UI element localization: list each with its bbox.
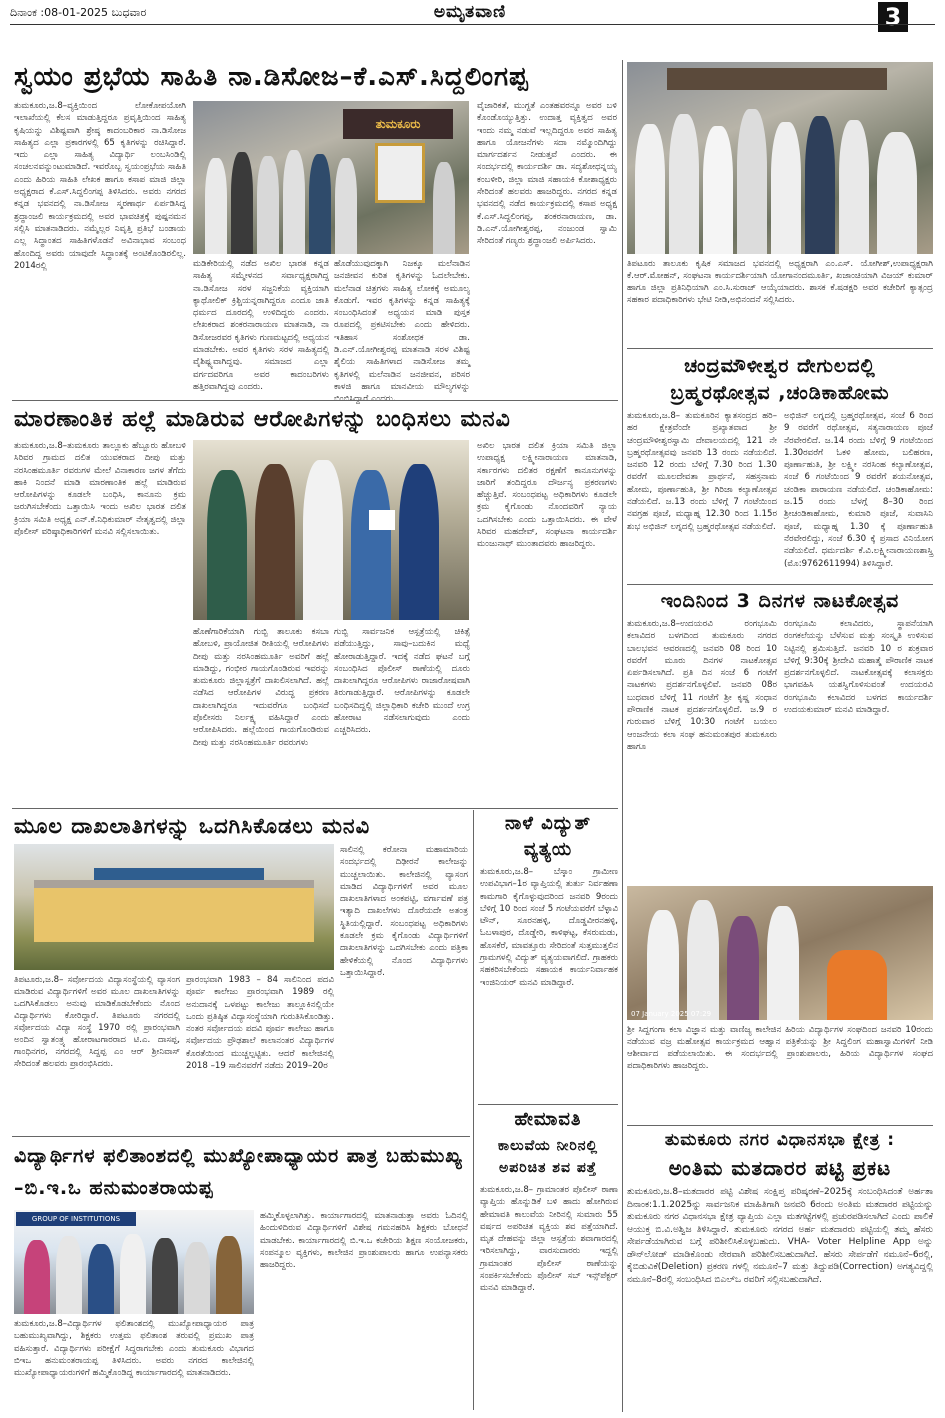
story2-photo <box>193 440 469 620</box>
right2-headline-line1: ಚಂದ್ರಮೌಳೀಶ್ವರ ದೇಗುಲದಲ್ಲಿ <box>684 355 876 377</box>
photo-timestamp: 07 January 2025 07:29 <box>631 1010 712 1018</box>
page-number: 3 <box>878 2 908 32</box>
right1-photo <box>627 62 933 254</box>
school-building <box>34 880 314 942</box>
center-body: ತುಮಕೂರು,ಜ.8– ಬೆಸ್ಕಾಂ ಗ್ರಾಮೀಣ ಉಪವಿಭಾಗ–1ರ ವ್ಯಾಪ್ತಿಯಲ್ಲಿ ತುರ್ತು ನಿರ್ವಹಣಾ ಕಾಮಗಾರಿ ಕೈಗೊಳ್ಳುವುದರಿಂದ ಜನವರಿ 9ರಂದು ಬೆಳಿಗ್ಗೆ 10 ರಿಂದ ಸಂಜೆ 5 ಗಂಟೆಯವರೆಗೆ ಬೆಳ್ಳಾವಿ ಟೌನ್, ಸೂರನಹಳ್ಳಿ, ದೊಡ್ಡವೀರನಹಳ್ಳಿ, ಓಬಳಾಪುರ, ದೊಡ್ಡೇರಿ, ಕಾಳಿಘಟ್ಟ, ಕೆಸರುಮಡು, ಹೊಸಕೆರೆ, ಮಾವತ್ತೂರು ಸೇರಿದಂತೆ ಸುತ್ತಮುತ್ತಲಿನ ಗ್ರಾಮಗಳಲ್ಲಿ ವಿದ್ಯುತ್ ವ್ಯತ್ಯಯವಾಗಲಿದೆ. ಗ್ರಾಹಕರು ಸಹಕರಿಸಬೇಕೆಂದು ಸಹಾಯಕ ಕಾರ್ಯನಿರ್ವಾಹಕ ಇಂಜಿನಿಯರ್ ಮನವಿ ಮಾಡಿದ್ದಾರೆ. <box>480 867 618 988</box>
story2-headline: ಮಾರಣಾಂತಿಕ ಹಲ್ಲೆ ಮಾಡಿರುವ ಆರೋಪಿಗಳನ್ನು ಬಂಧಿಸಲು ಮನವಿ <box>14 407 511 432</box>
right5-headline-line2: ಅಂತಿಮ ಮತದಾರರ ಪಟ್ಟಿ ಪ್ರಕಟ <box>668 1156 892 1180</box>
story1-headline: ಸ್ವಯಂ ಪ್ರಭೆಯ ಸಾಹಿತಿ ನಾ.ಡಿಸೋಜ–ಕೆ.ಎಸ್.ಸಿದ್ದಲಿಂಗಪ್ಪ <box>14 62 529 92</box>
story2-col3: ಗುಬ್ಬಿ ಸಾರ್ವಜನಿಕ ಆಸ್ಪತ್ರೆಯಲ್ಲಿ ಚಿಕಿತ್ಸೆ ಪಡೆಯುತ್ತಿದ್ದು, ಸಾವು–ಬದುಕಿನ ಮಧ್ಯೆ ಹೋರಾಡುತ್ತಿದ್ದಾರೆ. ಇದಕ್ಕೆ ನಡೆದ ಘಟನೆ ಬಗ್ಗೆ ಸಂಬಂಧಿಸಿದ ಪೊಲೀಸ್ ಠಾಣೆಯಲ್ಲಿ ದೂರು ದಾಖಲಾಗಿದ್ದರೂ ಆರೋಪಿಗಳು ರಾಜಾರೋಷವಾಗಿ ತಿರುಗಾಡುತ್ತಿದ್ದಾರೆ. ಆರೋಪಿಗಳನ್ನು ಕೂಡಲೇ ಬಂಧಿಸದಿದ್ದಲ್ಲಿ ಜಿಲ್ಲಾಧಿಕಾರಿ ಕಚೇರಿ ಮುಂದೆ ಉಗ್ರ ಹೋರಾಟ ನಡೆಸಲಾಗುವುದು ಎಂದು ಎಚ್ಚರಿಸಿದರು. <box>334 627 470 736</box>
right4-photo <box>627 886 933 1020</box>
story1-photo <box>193 101 469 254</box>
hemavathi-headline-line2: ಅಪರಿಚಿತ ಶವ ಪತ್ತೆ <box>499 1160 597 1176</box>
column-rule <box>473 810 474 1410</box>
story4-headline: ವಿದ್ಯಾರ್ಥಿಗಳ ಫಲಿತಾಂಶದಲ್ಲಿ ಮುಖ್ಯೋಪಾಧ್ಯಾಯರ ಪಾತ್ರ ಬಹುಮುಖ್ಯ –ಬಿ.ಇ.ಒ ಹನುಮಂತರಾಯಪ್ಪ <box>14 1145 463 1199</box>
hemavathi-kicker: ಹೇಮಾವತಿ <box>514 1109 582 1130</box>
right4-caption: ಶ್ರೀ ಸಿದ್ದಗಂಗಾ ಕಲಾ ವಿಜ್ಞಾನ ಮತ್ತು ವಾಣಿಜ್ಯ ಕಾಲೇಜಿನ ಹಿರಿಯ ವಿದ್ಯಾರ್ಥಿಗಳ ಸಂಘದಿಂದ ಜನವರಿ 10ರಂದು ನಡೆಯುವ ವಜ್ರ ಮಹೋತ್ಸವ ಕಾರ್ಯಕ್ರಮದ ಆಹ್ವಾನ ಪತ್ರಿಕೆಯನ್ನು ಶ್ರೀ ಸಿದ್ದಲಿಂಗ ಮಹಾಸ್ವಾಮಿಗಳಿಗೆ ನೀಡಿ ಆಶೀರ್ವಾದ ಪಡೆಯಲಾಯಿತು. ಈ ಸಂದರ್ಭದಲ್ಲಿ ಪ್ರಾಂಶುಪಾಲರು, ಹಿರಿಯ ವಿದ್ಯಾರ್ಥಿಗಳ ಸಂಘದ ಪದಾಧಿಕಾರಿಗಳು ಹಾಜರಿದ್ದರು. <box>627 1025 933 1071</box>
right5-body: ತುಮಕೂರು,ಜ.8–ಮತದಾರರ ಪಟ್ಟಿ ವಿಶೇಷ ಸಂಕ್ಷಿಪ್ತ ಪರಿಷ್ಕರಣೆ–2025ಕ್ಕೆ ಸಂಬಂಧಿಸಿದಂತೆ ಅರ್ಹತಾ ದಿನಾಂಕ:1.1.2025ನ್ನು ಸಾರ್ವಜನಿಕ ಮಾಹಿತಿಗಾಗಿ ಜನವರಿ 6ರಂದು ಅಂತಿಮ ಮತದಾರರ ಪಟ್ಟಿಯನ್ನು ತುಮಕೂರು ನಗರ ವಿಧಾನಸಭಾ ಕ್ಷೇತ್ರ ವ್ಯಾಪ್ತಿಯ ಎಲ್ಲಾ ಮತಗಟ್ಟೆಗಳಲ್ಲಿ ಪ್ರಚುರಪಡಿಸಲಾಗಿದೆ ಎಂದು ಪಾಲಿಕೆ ಆಯುಕ್ತ ಬಿ.ವಿ.ಅಶ್ವಿಜ ತಿಳಿಸಿದ್ದಾರೆ. ತುಮಕೂರು ನಗರದ ಅರ್ಹ ಮತದಾರರು ಪಟ್ಟಿಯಲ್ಲಿ ತಮ್ಮ ಹೆಸರು ಸೇರ್ಪಡೆಯಾಗಿರುವ ಬಗ್ಗೆ ಪರಿಶೀಲಿಸಿಕೊಳ್ಳಬಹುದು. VHA- Voter Helpline App ಅನ್ನು ಡೌನ್‌ಲೋಡ್ ಮಾಡಿಕೊಂಡು ನೇರವಾಗಿ ಪರಿಶೀಲಿಸಬಹುದಾಗಿದೆ. ಹೆಸರು ಸೇರ್ಪಡೆಗೆ ನಮೂನೆ–6ರಲ್ಲಿ, ಕೈಬಿಡುವಿಕೆ(Deletion) ಪ್ರಕರಣ ಗಳಲ್ಲಿ ನಮೂನೆ–7 ಮತ್ತು ತಿದ್ದುಪಡಿ(Correction) ಅಗತ್ಯವಿದ್ದಲ್ಲಿ ನಮೂನೆ–8ರಲ್ಲಿ ಸಂಬಂಧಿಸಿದ ಬಿಎಲ್‌ಒ ರವರಿಗೆ ಸಲ್ಲಿಸಬಹುದಾಗಿದೆ. <box>627 1187 933 1285</box>
portrait-frame <box>375 143 425 203</box>
institution-banner: GROUP OF INSTITUTIONS <box>16 1212 136 1226</box>
right2-col2: ಅಭಿಜಿನ್ ಲಗ್ನದಲ್ಲಿ ಬ್ರಹ್ಮರಥೋತ್ಸವ, ಸಂಜೆ 6 ರಿಂದ 9 ರವರೆಗೆ ರಥೋತ್ಸವ, ಸತ್ಯನಾರಾಯಣ ಪೂಜೆ ನೆರವೇರಲಿದೆ. ಜ.14 ರಂದು ಬೆಳಿಗ್ಗೆ 9 ಗಂಟೆಯಿಂದ 1.30ರವರೆಗೆ ಓಕಳಿ ಹೋಮ, ಬಲಿಹರಣ, ಪೂರ್ಣಾಹುತಿ, ಶ್ರೀ ಲಕ್ಷ್ಮೀ ನರಸಿಂಹ ಕಲ್ಯಾಣೋತ್ಸವ, ಸಂಜೆ 6 ಗಂಟೆಯಿಂದ 9 ರವರೆಗೆ ಶಯನೋತ್ಸವ, ಚಂಡಿಕಾ ಪಾರಾಯಣ ನಡೆಯಲಿದೆ. ಚಂಡಿಕಾಹೋಮ: ಜ.15 ರಂದು ಬೆಳಗ್ಗೆ 8–30 ರಿಂದ ಶ್ರೀಚಂಡಿಕಾಹೋಮ, ಕುಮಾರಿ ಪೂಜೆ, ಸುವಾಸಿನಿ ಪೂಜೆ, ಮಧ್ಯಾಹ್ನ 1.30 ಕ್ಕೆ ಪೂರ್ಣಾಹುತಿ ನೆರವೇರಲಿದ್ದು, ಸಂಜೆ 6.30 ಕ್ಕೆ ಪ್ರಸಾದ ವಿನಿಯೋಗ ನಡೆಯಲಿದೆ. ಧರ್ಮದರ್ಶಿ ಕೆ.ವಿ.ಲಕ್ಷ್ಮೀನಾರಾಯಣಶಾಸ್ತ್ರಿ (ಮೊ:9762611994) ತಿಳಿಸಿದ್ದಾರೆ. <box>784 411 933 569</box>
story4-col1: ತುಮಕೂರು,ಜ.8–ವಿದ್ಯಾರ್ಥಿಗಳ ಫಲಿತಾಂಶದಲ್ಲಿ ಮುಖ್ಯೋಪಾಧ್ಯಾಯರ ಪಾತ್ರ ಬಹುಮುಖ್ಯವಾಗಿದ್ದು, ಶಿಕ್ಷಕರು ಉತ್ತಮ ಫಲಿತಾಂಶ ತರುವಲ್ಲಿ ಪ್ರಮುಖ ಪಾತ್ರ ವಹಿಸುತ್ತಾರೆ. ವಿದ್ಯಾರ್ಥಿಗಳು ಪರೀಕ್ಷೆಗೆ ಸಿದ್ಧರಾಗಬೇಕು ಎಂದು ತುಮಕೂರು ವಿಭಾಗದ ಬಿಇಒ ಹನುಮಂತರಾಯಪ್ಪ ತಿಳಿಸಿದರು. ಅವರು ನಗರದ ಕಾಲೇಜಿನಲ್ಲಿ ಮುಖ್ಯೋಪಾಧ್ಯಾಯರುಗಳಿಗೆ ಹಮ್ಮಿಕೊಂಡಿದ್ದ ಕಾರ್ಯಾಗಾರದಲ್ಲಿ ಮಾತನಾಡಿದರು. <box>14 1319 254 1379</box>
center-headline-line1: ನಾಳೆ ವಿದ್ಯುತ್ <box>505 813 591 834</box>
hemavathi-headline-line1: ಕಾಲುವೆಯ ನೀರಿನಲ್ಲಿ <box>497 1138 599 1154</box>
section-rule <box>478 1104 618 1105</box>
story1-col2: ಮಡಿಕೇರಿಯಲ್ಲಿ ನಡೆದ ಅಖಿಲ ಭಾರತ ಕನ್ನಡ ಸಾಹಿತ್ಯ ಸಮ್ಮೇಳನದ ಸರ್ವಾಧ್ಯಕ್ಷರಾಗಿದ್ದ ನಾ.ಡಿಸೋಜ ಸರಳ ಸಜ್ಜನಿಕೆಯ ವ್ಯಕ್ತಿಯಾಗಿ ಕ್ಯಾಥೋಲಿಕ್ ಕ್ರಿಶ್ಚಿಯನ್ನರಾಗಿದ್ದರೂ ಎಂದೂ ಜಾತಿ ಧರ್ಮದ ದೂರದಲ್ಲಿ ಉಳಿದಿದ್ದರು ಎಂದರು. ಲೇಖಕರಾದ ಶಂಕರನಾರಾಯಣ ಮಾತನಾಡಿ, ನಾ ಡಿಸೋಜರವರ ಕೃತಿಗಳು ಗುಣಮಟ್ಟದಲ್ಲಿ ಅಧ್ಯಯನ ಮಾಡಬೇಕು. ಅವರ ಕೃತಿಗಳು ಸರಳ ಸಾಹಿತ್ಯದಲ್ಲಿ ವೈಶಿಷ್ಟ್ಯವಾಗಿದ್ದವು. ಸಮಾಜದ ಎಲ್ಲಾ ವರ್ಗದವರಿಗೂ ಅವರ ಕಾದಂಬರಿಗಳು ಹತ್ತಿರವಾಗಿದ್ದವು ಎಂದರು. <box>193 259 329 392</box>
portraits-row <box>667 68 887 90</box>
story3-headline: ಮೂಲ ದಾಖಲಾತಿಗಳನ್ನು ಒದಗಿಸಿಕೊಡಲು ಮನವಿ <box>14 814 371 838</box>
center-headline-line2: ವ್ಯತ್ಯಯ <box>523 839 573 860</box>
column-rule <box>622 60 623 1412</box>
section-rule <box>627 348 933 349</box>
issue-date: ದಿನಾಂಕ :08-01-2025 ಬುಧವಾರ <box>10 6 147 19</box>
hemavathi-body: ತುಮಕೂರು,ಜ.8– ಗ್ರಾಮಾಂತರ ಪೊಲೀಸ್ ಠಾಣಾ ವ್ಯಾಪ್ತಿಯ ಹೊನ್ನುಡಿಕೆ ಬಳಿ ಹಾದು ಹೋಗಿರುವ ಹೇಮಾವತಿ ಕಾಲುವೆಯ ನೀರಿನಲ್ಲಿ ಸುಮಾರು 55 ವರ್ಷದ ಅಪರಿಚಿತ ವ್ಯಕ್ತಿಯ ಶವ ಪತ್ತೆಯಾಗಿದೆ. ಮೃತ ದೇಹವನ್ನು ಜಿಲ್ಲಾ ಆಸ್ಪತ್ರೆಯ ಶವಾಗಾರದಲ್ಲಿ ಇರಿಸಲಾಗಿದ್ದು, ವಾರಸುದಾರರು ಇದ್ದಲ್ಲಿ ಗ್ರಾಮಾಂತರ ಪೊಲೀಸ್ ಠಾಣೆಯನ್ನು ಸಂಪರ್ಕಿಸಬೇಕೆಂದು ಪೊಲೀಸ್ ಸಬ್ ಇನ್ಸ್‌ಪೆಕ್ಟರ್ ಮನವಿ ಮಾಡಿದ್ದಾರೆ. <box>480 1185 618 1294</box>
header-rule <box>10 24 935 25</box>
story2-col4: ಅಖಿಲ ಭಾರತ ದಲಿತ ಕ್ರಿಯಾ ಸಮಿತಿ ಜಿಲ್ಲಾ ಉಪಾಧ್ಯಕ್ಷ ಲಕ್ಷ್ಮೀನಾರಾಯಣ ಮಾತನಾಡಿ, ಸರ್ಕಾರಗಳು ದಲಿತರ ರಕ್ಷಣೆಗೆ ಕಾನೂನುಗಳನ್ನು ಜಾರಿಗೆ ತಂದಿದ್ದರೂ ದೌರ್ಜನ್ಯ ಪ್ರಕರಣಗಳು ಹೆಚ್ಚುತ್ತಿವೆ. ಸಂಬಂಧಪಟ್ಟ ಅಧಿಕಾರಿಗಳು ಕೂಡಲೇ ಕ್ರಮ ಕೈಗೊಂಡು ನೊಂದವರಿಗೆ ನ್ಯಾಯ ಒದಗಿಸಬೇಕು ಎಂದು ಒತ್ತಾಯಿಸಿದರು. ಈ ವೇಳೆ ಸಿರಿವರ ಮಹದೇವ್, ಸಂಘಟನಾ ಕಾರ್ಯದರ್ಶಿ ಮಂಜುನಾಥ್ ಮುಂತಾದವರು ಹಾಜರಿದ್ದರು. <box>477 441 617 550</box>
story2-col2: ಹೊಣೆಗಾರಿಕೆಯಾಗಿ ಗುಬ್ಬಿ ತಾಲೂಕು ಕಸಬಾ ಹೋಬಳಿ, ಪ್ರಾಯೋಜಿತ ರೀತಿಯಲ್ಲಿ ಆರೋಪಿಗಳು ದೀಪು ಮತ್ತು ನರಸಿಂಹಮೂರ್ತಿ ಅವರಿಗೆ ಹಲ್ಲೆ ಮಾಡಿದ್ದು, ಗಂಭೀರ ಗಾಯಗೊಂಡಿರುವ ಇವರನ್ನು ತುಮಕೂರು ಜಿಲ್ಲಾಸ್ಪತ್ರೆಗೆ ದಾಖಲಿಸಲಾಗಿದೆ. ಹಲ್ಲೆ ನಡೆಸಿದ ಆರೋಪಿಗಳ ವಿರುದ್ಧ ಪ್ರಕರಣ ದಾಖಲಾಗಿದ್ದರೂ ಇದುವರೆಗೂ ಬಂಧಿಸದೆ ಪೊಲೀಸರು ನಿರ್ಲಕ್ಷ್ಯ ವಹಿಸಿದ್ದಾರೆ ಎಂದು ಆರೋಪಿಸಿದರು. ಹಲ್ಲೆಯಿಂದ ಗಾಯಗೊಂಡಿರುವ ದೀಪು ಮತ್ತು ನರಸಿಂಹಮೂರ್ತಿ ರವರುಗಳು <box>193 627 329 748</box>
story3-photo <box>14 844 334 970</box>
memorandum-paper <box>369 510 395 530</box>
right3-col2: ರಂಗಭೂಮಿ ಕಲಾವಿದರು, ಸ್ಥಾಪನೆಯಾಗಿ ರಂಗಕಲೆಯನ್ನು ಬೆಳೆಸುವ ಮತ್ತು ಸಂಸ್ಕೃತಿ ಉಳಿಸುವ ನಿಟ್ಟಿನಲ್ಲಿ ಶ್ರಮಿಸುತ್ತಿದೆ. ಜನವರಿ 10 ರ ಶುಕ್ರವಾರ ಬೆಳಿಗ್ಗೆ 9:30ಕ್ಕೆ ಶ್ರೀದೇವಿ ಮಹಾತ್ಮೆ ಪೌರಾಣಿಕ ನಾಟಕ ಪ್ರದರ್ಶನಗೊಳ್ಳಲಿದೆ. ನಾಟಕೋತ್ಸವಕ್ಕೆ ಕಲಾಸಕ್ತರು ಭಾಗವಹಿಸಿ ಯಶಸ್ವಿಗೊಳಿಸುವಂತೆ ಉದಯರವಿ ರಂಗಭೂಮಿ ಕಲಾವಿದರ ಬಳಗದ ಕಾರ್ಯದರ್ಶಿ ಉದಯಕುಮಾರ್ ಮನವಿ ಮಾಡಿದ್ದಾರೆ. <box>784 619 933 716</box>
photo-banner: ತುಮಕೂರು <box>343 109 453 139</box>
story3-col3: ಸಾಲಿನಲ್ಲಿ ಕರೋನಾ ಮಹಾಮಾರಿಯ ಸಂದರ್ಭದಲ್ಲಿ ದಿಢೀರನೆ ಕಾಲೇಜನ್ನು ಮುಚ್ಚಲಾಯಿತು. ಕಾಲೇಜಿನಲ್ಲಿ ವ್ಯಾಸಂಗ ಮಾಡಿದ ವಿದ್ಯಾರ್ಥಿಗಳಿಗೆ ಅವರ ಮೂಲ ದಾಖಲಾತಿಗಳಾದ ಅಂಕಪಟ್ಟಿ, ವರ್ಗಾವಣೆ ಪತ್ರ ಇತ್ಯಾದಿ ದಾಖಲೆಗಳು ದೊರೆಯದೇ ಅತಂತ್ರ ಸ್ಥಿತಿಯಲ್ಲಿದ್ದಾರೆ. ಸಂಬಂಧಪಟ್ಟ ಅಧಿಕಾರಿಗಳು ಕೂಡಲೇ ಕ್ರಮ ಕೈಗೊಂಡು ವಿದ್ಯಾರ್ಥಿಗಳಿಗೆ ದಾಖಲಾತಿಗಳನ್ನು ಒದಗಿಸಬೇಕು ಎಂದು ಪತ್ರಿಕಾ ಹೇಳಿಕೆಯಲ್ಲಿ ನೊಂದ ವಿದ್ಯಾರ್ಥಿಗಳು ಒತ್ತಾಯಿಸಿದ್ದಾರೆ. <box>340 845 468 978</box>
section-rule <box>12 400 618 401</box>
story2-col1: ತುಮಕೂರು,ಜ.8–ತುಮಕೂರು ತಾಲ್ಲೂಕು ಹೆಬ್ಬೂರು ಹೋಬಳಿ ಸಿರಿವರ ಗ್ರಾಮದ ದಲಿತ ಯುವಕರಾದ ದೀಪು ಮತ್ತು ನರಸಿಂಹಮೂರ್ತಿ ರವರುಗಳ ಮೇಲೆ ವಿನಾಕಾರಣ ಜಗಳ ತೆಗೆದು ಹಾಕಿ ನಿಂದನೆ ಮಾಡಿ ಮಾರಣಾಂತಿಕ ಹಲ್ಲೆ ಮಾಡಿರುವ ಆರೋಪಿಗಳನ್ನು ಕೂಡಲೇ ಬಂಧಿಸಿ, ಕಾನೂನು ಕ್ರಮ ಜರುಗಿಸಬೇಕೆಂದು ಒತ್ತಾಯಿಸಿ ಇಂದು ಅಖಿಲ ಭಾರತ ದಲಿತ ಕ್ರಿಯಾ ಸಮಿತಿ ಅಧ್ಯಕ್ಷ ಎನ್.ಕೆ.ನಿಧಿಕುಮಾರ್ ನೇತೃತ್ವದಲ್ಲಿ ಜಿಲ್ಲಾ ಪೊಲೀಸ್ ವರಿಷ್ಠಾಧಿಕಾರಿಗಳಿಗೆ ಮನವಿ ಸಲ್ಲಿಸಲಾಯಿತು. <box>14 441 186 538</box>
section-rule <box>627 584 933 585</box>
right3-headline: ಇಂದಿನಿಂದ 3 ದಿನಗಳ ನಾಟಕೋತ್ಸವ <box>660 590 900 612</box>
story3-col2: ಪ್ರಾರಂಭವಾಗಿ 1983 – 84 ಸಾಲಿನಿಂದ ಪದವಿ ಪೂರ್ವ ಕಾಲೇಜು ಪ್ರಾರಂಭವಾಗಿ 1989 ರಲ್ಲಿ ಅನುದಾನಕ್ಕೆ ಒಳಪಟ್ಟು ಕಾಲೇಜು ತಾಲ್ಲೂಕಿನಲ್ಲಿಯೇ ಒಂದು ಪ್ರತಿಷ್ಠಿತ ವಿದ್ಯಾಸಂಸ್ಥೆಯಾಗಿ ಗುರುತಿಸಿಕೊಂಡಿತ್ತು. ನಂತರ ಸರ್ವೋದಯ ಪದವಿ ಪೂರ್ವ ಕಾಲೇಜು ಹಾಗೂ ಸರ್ವೋದಯ ಪ್ರೌಢಶಾಲೆ ಕಾಲಾನಂತರ ವಿದ್ಯಾರ್ಥಿಗಳ ಕೊರತೆಯಿಂದ ಮುಚ್ಚಲ್ಪಟ್ಟಿತು. ಆದರೆ ಕಾಲೇಜಿನಲ್ಲಿ 2018 –19 ಸಾಲಿನವರೆಗೆ ನಡೆದು 2019–20ರ <box>186 975 334 1072</box>
section-rule <box>627 1125 933 1126</box>
story3-caption: ತಿಪಟೂರು,ಜ.8– ಸರ್ವೋದಯ ವಿದ್ಯಾಸಂಸ್ಥೆಯಲ್ಲಿ ವ್ಯಾಸಂಗ ಮಾಡಿರುವ ವಿದ್ಯಾರ್ಥಿಗಳಿಗೆ ಅವರ ಮೂಲ ದಾಖಲಾತಿಗಳನ್ನು ಒದಗಿಸಿಕೊಡಲು ಅನುವು ಮಾಡಿಕೊಡಬೇಕೆಂದು ನೊಂದ ವಿದ್ಯಾರ್ಥಿಗಳು ಕೋರಿದ್ದಾರೆ. ತಿಪಟೂರು ನಗರದಲ್ಲಿ ಸರ್ವೋದಯ ವಿದ್ಯಾ ಸಂಸ್ಥೆ 1970 ರಲ್ಲಿ ಪ್ರಾರಂಭವಾಗಿ ಅಂದಿನ ಸ್ವಾತಂತ್ರ್ಯ ಹೋರಾಟಗಾರರಾದ ಟಿ.ಎ. ದಾಸಪ್ಪ, ಗಾಂಧಿನಗರ, ನಗರದಲ್ಲಿ ಸಿದ್ದಪ್ಪ ಎಂ ಆರ್ ಶ್ರೀನಿವಾಸ್ ಸೇರಿದಂತೆ ಹಲವರು ಪ್ರಾರಂಭಿಸಿದರು. <box>14 975 180 1069</box>
right2-col1: ತುಮಕೂರು,ಜ.8– ತುಮಕೂರಿನ ಕ್ಯಾತಸಂದ್ರದ ಹರಿ–ಹರ ಕ್ಷೇತ್ರವೆಂದೇ ಪ್ರಖ್ಯಾತವಾದ ಶ್ರೀ ಚಂದ್ರಮೌಳೀಶ್ವರಸ್ವಾಮಿ ದೇವಾಲಯದಲ್ಲಿ 121 ನೇ ಬ್ರಹ್ಮರಥೋತ್ಸವವು ಜನವರಿ 13 ರಂದು ನಡೆಯಲಿದೆ. ಜನವರಿ 12 ರಂದು ಬೆಳಿಗ್ಗೆ 7.30 ರಿಂದ 1.30 ರವರೆಗೆ ಮೂಲದೇವತಾ ಪ್ರಾರ್ಥನೆ, ಸಹಸ್ರನಾಮ ಹೋಮ, ಪೂರ್ಣಾಹುತಿ, ಶ್ರೀ ಗಿರಿಜಾ ಕಲ್ಯಾಣೋತ್ಸವ ನಡೆಯಲಿದೆ. ಜ.13 ರಂದು ಬೆಳಿಗ್ಗೆ 7 ಗಂಟೆಯಿಂದ ನವಗ್ರಹ ಪೂಜೆ, ಮಧ್ಯಾಹ್ನ 12.30 ರಿಂದ 1.15ರ ಶುಭ ಅಭಿಜಿನ್ ಲಗ್ನದಲ್ಲಿ ಬ್ರಹ್ಮರಥೋತ್ಸವ ನಡೆಯಲಿದೆ. <box>627 411 777 532</box>
section-rule <box>12 808 618 809</box>
section-rule <box>12 1136 470 1137</box>
story4-col2: ಹಮ್ಮಿಕೊಳ್ಳಲಾಗಿತ್ತು. ಕಾರ್ಯಾಗಾರದಲ್ಲಿ ಮಾತನಾಡುತ್ತಾ ಅವರು ಓದಿನಲ್ಲಿ ಹಿಂದುಳಿದಿರುವ ವಿದ್ಯಾರ್ಥಿಗಳಿಗೆ ವಿಶೇಷ ಗಮನಹರಿಸಿ ಶಿಕ್ಷಕರು ಬೋಧನೆ ಮಾಡಬೇಕು. ಕಾರ್ಯಾಗಾರದಲ್ಲಿ ಬಿ.ಇ.ಒ ಕಚೇರಿಯ ಶಿಕ್ಷಣ ಸಂಯೋಜಕರು, ಸಂಪನ್ಮೂಲ ವ್ಯಕ್ತಿಗಳು, ಕಾಲೇಜಿನ ಪ್ರಾಂಶುಪಾಲರು ಹಾಗೂ ಉಪನ್ಯಾಸಕರು ಹಾಜರಿದ್ದರು. <box>260 1211 468 1271</box>
school-signboard <box>94 868 264 880</box>
story1-col1: ತುಮಕೂರು,ಜ.8–ವ್ಯಕ್ತಿಯಿಂದ ಲೋಕೋಪಯೋಗಿ ಇಲಾಖೆಯಲ್ಲಿ ಕೆಲಸ ಮಾಡುತ್ತಿದ್ದರೂ ಪ್ರವೃತ್ತಿಯಿಂದ ಸಾಹಿತ್ಯ ಕೃಷಿಯನ್ನು ವಿಶಿಷ್ಟವಾಗಿ ಶ್ರೇಷ್ಠ ಕಾದಂಬರಿಕಾರ ನಾ.ಡಿಸೋಜ ಸಾಹಿತ್ಯದ ಎಲ್ಲಾ ಪ್ರಕಾರಗಳಲ್ಲಿ 65 ಕೃತಿಗಳನ್ನು ರಚಿಸಿದ್ದಾರೆ. ಇದು ಎಲ್ಲಾ ಸಾಹಿತ್ಯ ವಿದ್ಯಾರ್ಥಿ ಲಂಬಸಿಂಡಿಲ್ಲಿ ಸಂಚಲನವನ್ನುಂಟುಮಾಡಿದೆ. ಇವರೊಬ್ಬ ಸ್ವಯಂಪ್ರಭೆಯ ಸಾಹಿತಿ ಎಂದು ಹಿರಿಯ ಸಾಹಿತಿ ಲೇಖಕ ಹಾಗೂ ಕಸಾಪ ಮಾಜಿ ಜಿಲ್ಲಾ ಅಧ್ಯಕ್ಷರಾದ ಕೆ.ಎಸ್.ಸಿದ್ದಲಿಂಗಪ್ಪ ತಿಳಿಸಿದರು. ಅವರು ನಗರದ ಕನ್ನಡ ಭವನದಲ್ಲಿ ನಾ.ಡಿಸೋಜ ಸ್ಮರಣಾರ್ಥ ಏರ್ಪಡಿಸಿದ್ದ ಶ್ರದ್ಧಾಂಜಲಿ ಕಾರ್ಯಕ್ರಮದಲ್ಲಿ ಅವರ ಭಾವಚಿತ್ರಕ್ಕೆ ಪುಷ್ಪನಮನ ಸಲ್ಲಿಸಿ ಮಾತನಾಡಿದರು. ನಮ್ಮೆಲ್ಲರ ನಿವೃತ್ತಿ ಪ್ರತಿಭೆ ಬಂಡಾಯ ಎಲ್ಲ ಸಿದ್ಧಾಂತದ ಸಾಹಿತಿಗಳೊಡನೆ ಅವಿನಾಭಾವ ಸಂಬಂಧ ಹೊಂದಿದ್ದ ಅವರು ಯಾವುದೇ ಸಿದ್ಧಾಂತಕ್ಕೆ ಅಂಟಿಕೊಂಡಿರಲಿಲ್ಲ. 2014ರಲ್ಲಿ <box>14 101 186 271</box>
story1-col3: ಹೊಡೆಯುವುದಕ್ಕಾಗಿ ನಿಜಕ್ಕೂ ಮಲೆನಾಡಿನ ಜನಜೀವನ ಕುರಿತ ಕೃತಿಗಳನ್ನು ಓದಲೇಬೇಕು. ಮಲೆನಾಡ ಚಿತ್ರಗಳು ಸಾಹಿತ್ಯ ಲೋಕಕ್ಕೆ ಅಮೂಲ್ಯ ಕೊಡುಗೆ. ಇವರ ಕೃತಿಗಳನ್ನು ಕನ್ನಡ ಸಾಹಿತ್ಯಕ್ಕೆ ಸಂಬಂಧಿಸಿದಂತೆ ಅಧ್ಯಯನ ಮಾಡಿ ಪುಸ್ತಕ ರೂಪದಲ್ಲಿ ಪ್ರಕಟಿಸಬೇಕು ಎಂದು ಹೇಳಿದರು. ಇತಿಹಾಸ ಸಂಶೋಧಕ ಡಾ. ಡಿ.ಎನ್.ಯೋಗೀಶ್ವರಪ್ಪ ಮಾತನಾಡಿ ಸರಳ ವಿಶಿಷ್ಟ ಶೈಲಿಯ ಸಾಹಿತಿಗಳಾದ ನಾಡಿಸೋಜ ತಮ್ಮ ಕೃತಿಗಳಲ್ಲಿ ಮಲೆನಾಡಿನ ಜನಜೀವನ, ಪರಿಸರ ಕಾಳಜಿ ಹಾಗೂ ಮಾನವೀಯ ಮೌಲ್ಯಗಳನ್ನು ಬಿಂಬಿಸಿದ್ದಾರೆ ಎಂದರು. <box>334 259 470 405</box>
right3-col1: ತುಮಕೂರು,ಜ.8–ಉದಯರವಿ ರಂಗಭೂಮಿ ಕಲಾವಿದರ ಬಳಗದಿಂದ ತುಮಕೂರು ನಗರದ ಬಾಲಭವನ ಆವರಣದಲ್ಲಿ ಜನವರಿ 08 ರಿಂದ 10 ರವರೆಗೆ ಮೂರು ದಿನಗಳ ನಾಟಕೋತ್ಸವ ಏರ್ಪಡಿಸಲಾಗಿದೆ. ಪ್ರತಿ ದಿನ ಸಂಜೆ 6 ಗಂಟೆಗೆ ನಾಟಕಗಳು ಪ್ರದರ್ಶನಗೊಳ್ಳಲಿವೆ. ಜನವರಿ 08ರ ಬುಧವಾರ ಬೆಳಿಗ್ಗೆ 11 ಗಂಟೆಗೆ ಶ್ರೀ ಕೃಷ್ಣ ಸಂಧಾನ ಪೌರಾಣಿಕ ನಾಟಕ ಪ್ರದರ್ಶನಗೊಳ್ಳಲಿದೆ. ಜ.9 ರ ಗುರುವಾರ ಬೆಳಿಗ್ಗೆ 10:30 ಗಂಟೆಗೆ ಬಯಲು ಆಂಜನೇಯ ಕಲಾ ಸಂಘ ಹನುಮಂತಪುರ ತುಮಕೂರು ಹಾಗೂ <box>627 619 777 752</box>
right1-caption: ತಿಪಟೂರು ತಾಲೂಕು ಕೃಷಿಕ ಸಮಾಜದ ಭವನದಲ್ಲಿ ಅಧ್ಯಕ್ಷರಾಗಿ ಎಂ.ಎಸ್. ಯೋಗೀಶ್,ಉಪಾಧ್ಯಕ್ಷರಾಗಿ ಕೆ.ಆರ್.ಮೋಹನ್, ಸಂಘಟನಾ ಕಾರ್ಯದರ್ಶಿಯಾಗಿ ಯೋಗಾನಂದಮೂರ್ತಿ, ಖಜಾಂಚಿಯಾಗಿ ವಿಜಯ್ ಕುಮಾರ್ ಹಾಗೂ ಜಿಲ್ಲಾ ಪ್ರತಿನಿಧಿಯಾಗಿ ಎಂ.ಸಿ.ಸುರಾಜ್ ಆಯ್ಕೆಯಾದರು. ಶಾಸಕ ಕೆ.ಷಡಕ್ಷರಿ ಅವರ ಕಚೇರಿಗೆ ಕ್ಯಾತ್ಸಂದ್ರ ಸಹಕಾರ ಪದಾಧಿಕಾರಿಗಳು ಭೇಟಿ ನೀಡಿ,ಅಭಿನಂದನೆ ಸಲ್ಲಿಸಿದರು. <box>627 259 933 305</box>
right2-headline-line2: ಬ್ರಹ್ಮರಥೋತ್ಸವ ,ಚಂಡಿಕಾಹೋಮ <box>670 382 890 404</box>
right5-headline-line1: ತುಮಕೂರು ನಗರ ವಿಧಾನಸಭಾ ಕ್ಷೇತ್ರ : <box>664 1130 896 1150</box>
story1-col4: ವೈಜಾರಿಕತೆ, ಮುಗ್ದತೆ ಎಂತಹವರನ್ನೂ ಅವರ ಬಳಿ ಕೊಂಡೊಯ್ಯುತ್ತಿತ್ತು. ಉದಾತ್ತ ವ್ಯಕ್ತಿತ್ವದ ಅವರ ಇಂದು ನಮ್ಮ ನಡುವೆ ಇಲ್ಲದಿದ್ದರೂ ಅವರ ಸಾಹಿತ್ಯ ಹಾಗೂ ಯೋಜನೆಗಳು ಸದಾ ನಮ್ಮೊಂದಿಗಿದ್ದು ಮಾರ್ಗದರ್ಶನ ನೀಡುತ್ತವೆ ಎಂದರು. ಈ ಸಂದರ್ಭದಲ್ಲಿ ಕಾರ್ಯದರ್ಶಿ ಡಾ. ಸದ್ಯಶೋಧನ್ನಯ್ಯ ಕಂಬಳೀರಿ, ಜಿಲ್ಲಾ ಮಾಜಿ ಸಹಾಯಕಿ ಕೋಶಾಧ್ಯಕ್ಷರು ಸೇರಿದಂತೆ ಹಲವರು ಹಾಜರಿದ್ದರು. ನಗರದ ಕನ್ನಡ ಭವನದಲ್ಲಿ ನಡೆದ ಕಾರ್ಯಕ್ರಮದಲ್ಲಿ ಕಸಾಪ ಅಧ್ಯಕ್ಷ ಕೆ.ಎಸ್.ಸಿದ್ಧಲಿಂಗಪ್ಪ, ಶಂಕರನಾರಾಯಣ, ಡಾ. ಡಿ.ಎನ್.ಯೋಗೀಶ್ವರಪ್ಪ, ನಂಜುಂಡ ಸ್ವಾಮಿ ಸೇರಿದಂತೆ ಗಣ್ಯರು ಶ್ರದ್ಧಾಂಜಲಿ ಅರ್ಪಿಸಿದರು. <box>477 101 617 247</box>
story4-photo <box>14 1210 254 1314</box>
masthead: ಅಮೃತವಾಣಿ <box>433 2 507 22</box>
